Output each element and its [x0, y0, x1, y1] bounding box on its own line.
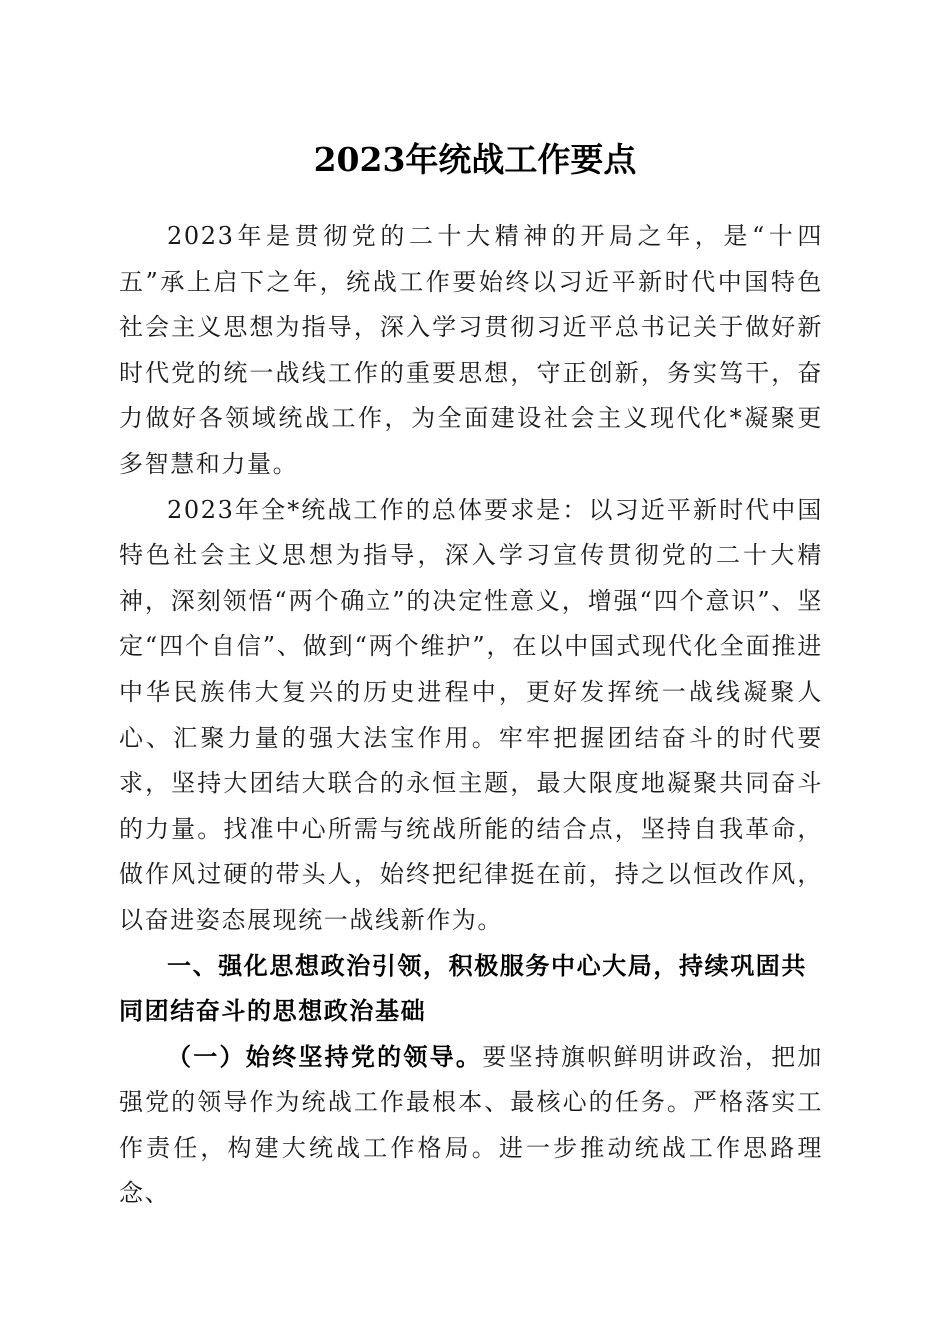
subsection-text: 要坚持旗帜鲜明讲政治，把加强党的领导作为统战工作最根本、最核心的任务。严格落实工作责任，构建大统战工作格局。进一步推动统战工作思路理念、	[119, 1042, 823, 1208]
document-title: 2023年统战工作要点	[313, 140, 637, 179]
section-heading: 一、强化思想政治引领，积极服务中心大局，持续巩固共同团结奋斗的思想政治基础	[119, 951, 807, 1026]
general-requirements-paragraph: 2023年全*统战工作的总体要求是：以习近平新时代中国特色社会主义思想为指导，深入学习宣传贯彻党的二十大精神，深刻领悟“两个确立”的决定性意义，增强“四个意识”、坚定“四个自信”、做到“两个维护”，在以中国式现代化全面推进中华民族伟大复兴的历史进程中，更好发挥统一战线凝聚人心、汇聚力量的强大法宝作用。牢牢把握团结奋斗的时代要求，坚持大团结大联合的永恒主题，最大限度地凝聚共同奋斗的力量。找准中心所需与统战所能的结合点，坚持自我革命，做作风过硬的带头人，始终把纪律挺在前，持之以恒改作风，以奋进姿态展现统一战线新作为。	[119, 495, 823, 934]
document-body	[119, 214, 823, 1217]
subsection-paragraph	[119, 1035, 823, 1217]
subsection-lead: （一）始终坚持党的领导。	[167, 1042, 483, 1071]
intro-paragraph: 2023年是贯彻党的二十大精神的开局之年，是“十四五”承上启下之年，统战工作要始终以习近平新时代中国特色社会主义思想为指导，深入学习贯彻习近平总书记关于做好新时代党的统一战线工作的重要思想，守正创新，务实笃干，奋力做好各领域统战工作，为全面建设社会主义现代化*凝聚更多智慧和力量。	[119, 222, 823, 478]
